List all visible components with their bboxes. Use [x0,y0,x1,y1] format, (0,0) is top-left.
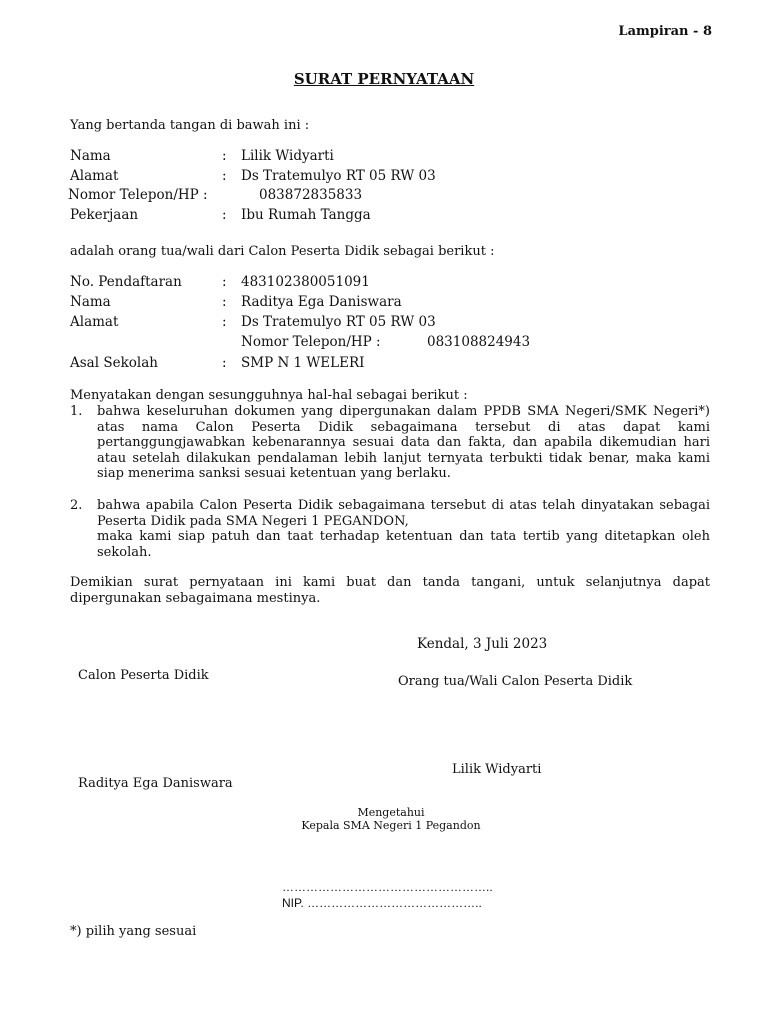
place-date: Kendal, 3 Juli 2023 [417,636,548,652]
item-2-text-b: maka kami siap patuh dan taat terhadap ketentuan dan tata tertib yang ditetapkan oleh sekolah. [97,529,710,560]
principal-label: Kepala SMA Negeri 1 Pegandon [301,819,481,832]
parent-name-value: Lilik Widyarti [241,148,334,164]
parent-job-value: Ibu Rumah Tangga [241,207,371,223]
parent-job-label: Pekerjaan [70,207,139,223]
footnote: *) pilih yang sesuai [70,924,197,939]
mengetahui-label: Mengetahui [357,806,425,819]
closing-text: Demikian surat pernyataan ini kami buat dan tanda tangani, untuk selanjutnya dapat dipergunakan sebagaimana mestinya. [70,575,710,606]
parent-phone-label: Nomor Telepon/HP : [68,187,208,203]
nip-line: NIP. …………………………………….. [282,896,482,910]
student-address-label: Alamat [70,314,119,330]
student-address-value: Ds Tratemulyo RT 05 RW 03 [241,314,436,330]
colon: : [222,274,227,290]
student-signature-name: Raditya Ega Daniswara [78,776,233,791]
student-name-label: Nama [70,294,111,310]
colon: : [222,355,227,371]
student-phone-value: 083108824943 [427,334,531,350]
item-1-text: bahwa keseluruhan dokumen yang dipergunakan dalam PPDB SMA Negeri/SMK Negeri*) atas nama Calon Peserta Didik sebagaimana tersebut di atas dapat kami pertanggungjawabkan kebenarannya sesuai data dan fakta, dan apabila dikemudian hari atau setelah dilakukan pendalaman lebih lanjut ternyata terbukti tidak benar, maka kami siap menerima sanksi sesuai ketentuan yang berlaku. [97,404,710,481]
relation-text: adalah orang tua/wali dari Calon Peserta Didik sebagai berikut : [70,244,495,259]
colon: : [222,207,227,223]
item-number: 1. [70,404,83,419]
document-title: SURAT PERNYATAAN [293,70,475,88]
parent-phone-value: 083872835833 [259,187,363,203]
item-number: 2. [70,498,83,513]
student-role-label: Calon Peserta Didik [78,668,209,683]
student-name-value: Raditya Ega Daniswara [241,294,402,310]
intro-text: Yang bertanda tangan di bawah ini : [70,118,310,133]
colon: : [222,314,227,330]
colon: : [222,148,227,164]
colon: : [222,168,227,184]
parent-signature-name: Lilik Widyarti [452,762,542,777]
colon: : [222,294,227,310]
school-label: Asal Sekolah [70,355,158,371]
statement-intro: Menyatakan dengan sesungguhnya hal-hal sebagai berikut : [70,388,468,403]
school-value: SMP N 1 WELERI [241,355,365,371]
item-2-text-a: bahwa apabila Calon Peserta Didik sebagaimana tersebut di atas telah dinyatakan sebagai Peserta Didik pada SMA Negeri 1 PEGANDON, [97,498,710,529]
student-phone-label: Nomor Telepon/HP : [241,334,381,350]
lampiran-label: Lampiran - 8 [618,24,712,39]
parent-address-value: Ds Tratemulyo RT 05 RW 03 [241,168,436,184]
registration-label: No. Pendaftaran [70,274,182,290]
registration-value: 483102380051091 [241,274,370,290]
signature-dots: …………………………………………….. [282,880,493,894]
parent-name-label: Nama [70,148,111,164]
parent-role-label: Orang tua/Wali Calon Peserta Didik [398,674,633,689]
parent-address-label: Alamat [70,168,119,184]
